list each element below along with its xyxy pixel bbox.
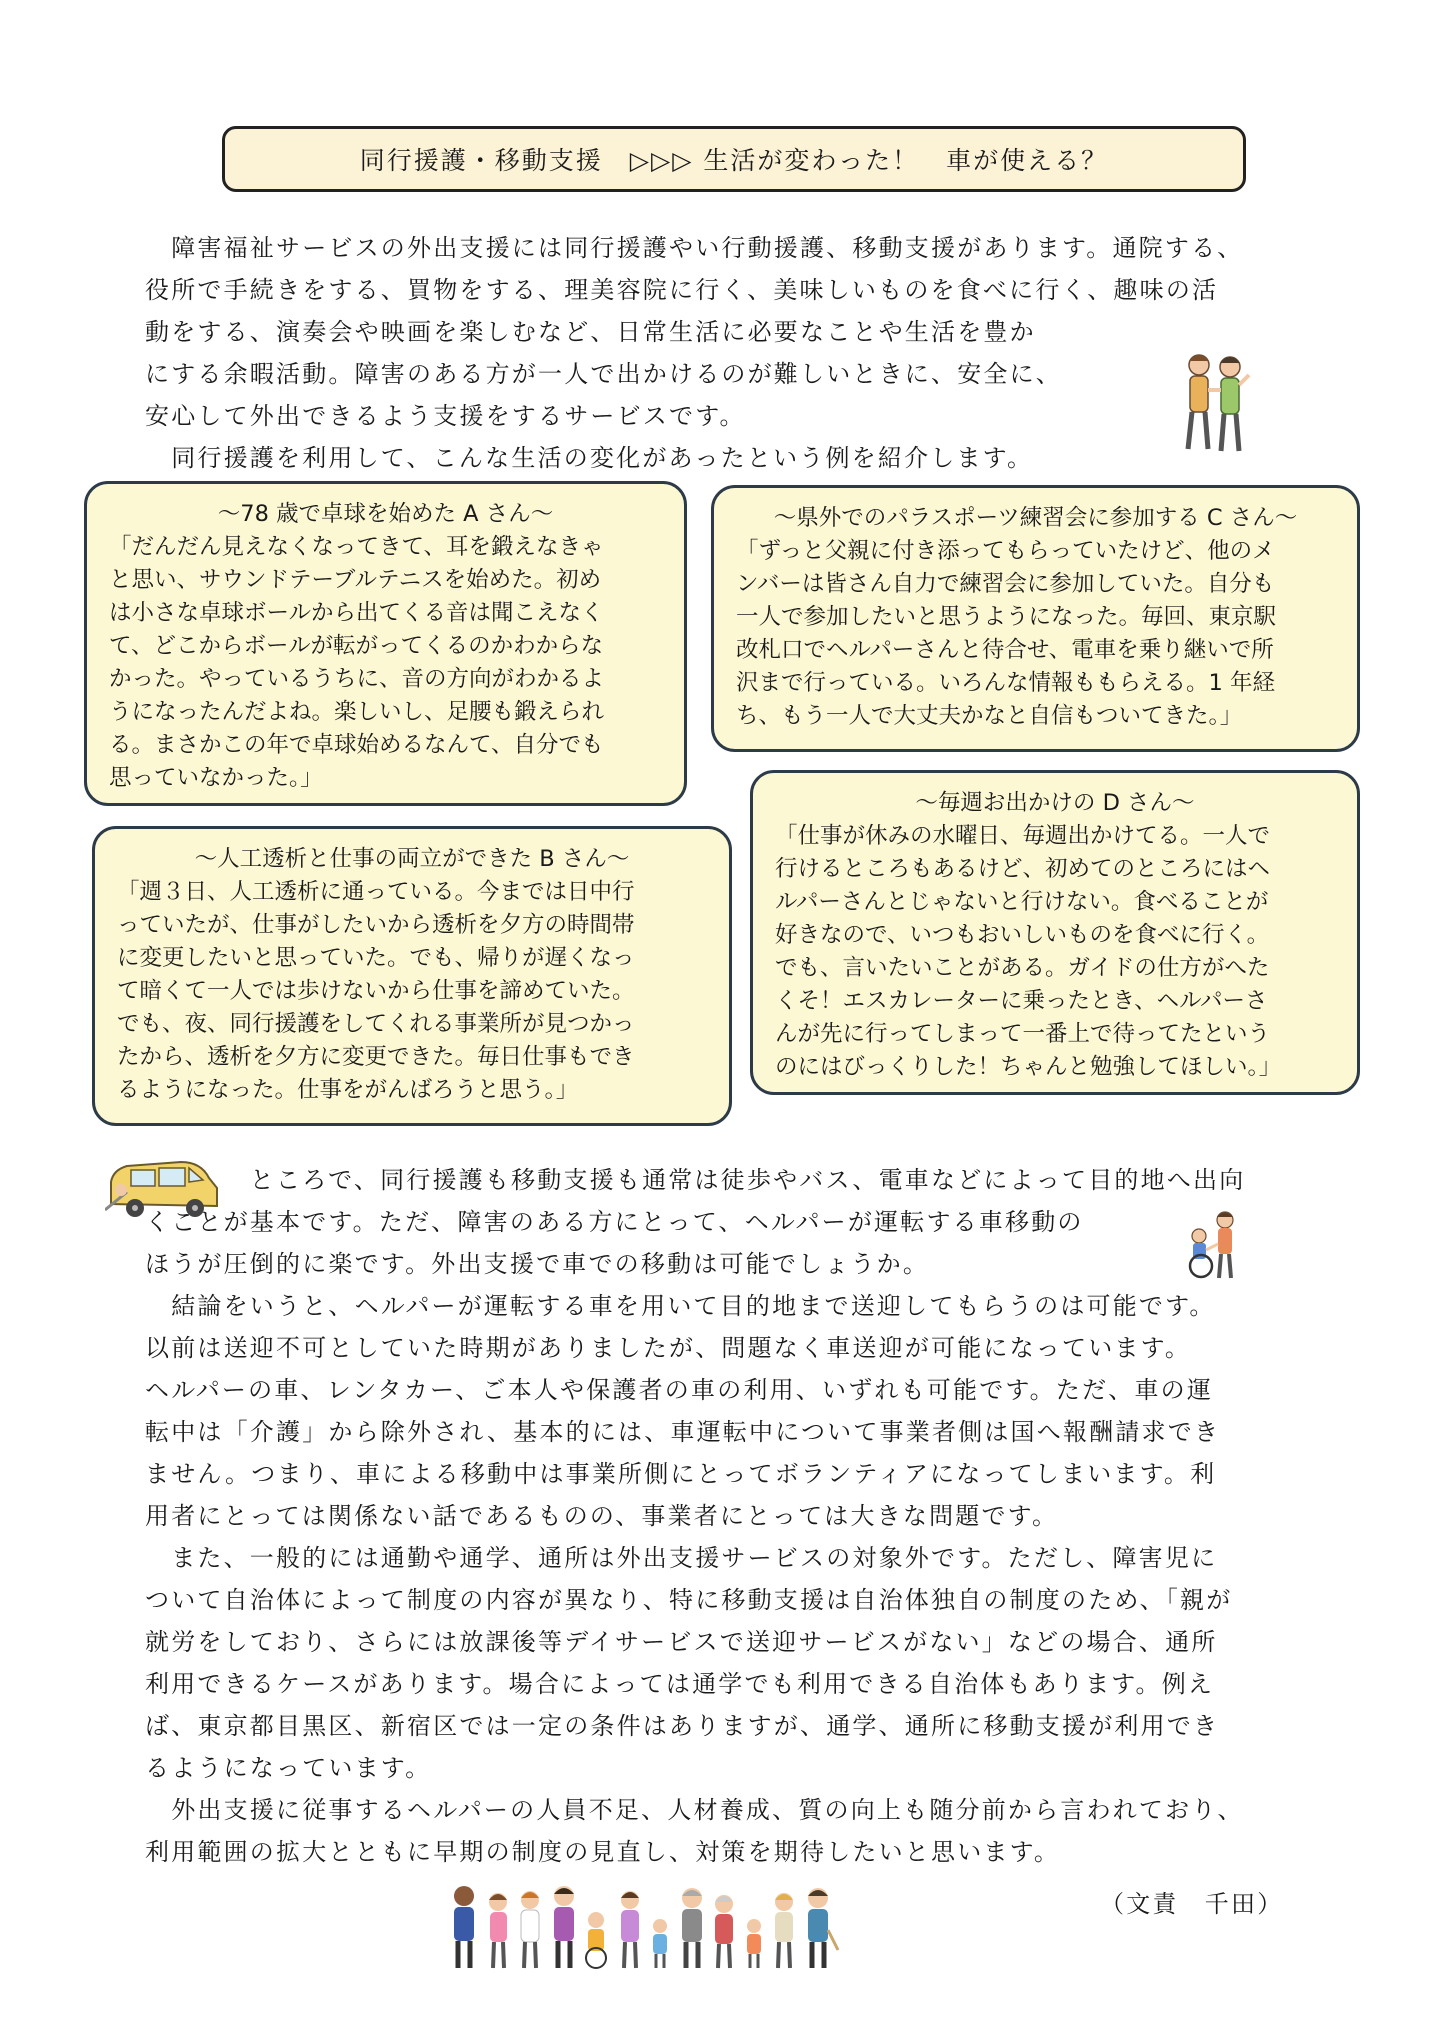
story-b-line: たから、透析を夕方に変更できた。毎日仕事もでき [117,1044,635,1070]
body-line: ヘルパーの車、レンタカー、ご本人や保護者の車の利用、いずれも可能です。ただ、車の運 [145,1376,1214,1404]
body-line: 転中は「介護」から除外され、基本的には、車運転中について事業者側は国へ報酬請求でき [145,1418,1221,1446]
story-c-bubble [711,485,1360,752]
body-line: 利用できるケースがあります。場合によっては通学でも利用できる自治体もあります。例え [145,1670,1215,1698]
story-a-heading: ～78 歳で卓球を始めた A さん～ [217,501,554,527]
body-line: ところで、同行援護も移動支援も通常は徒歩やバス、電車などによって目的地へ出向 [145,1166,1246,1194]
body-line: 就労をしており、さらには放課後等デイサービスで送迎サービスがない」などの場合、通所 [145,1628,1218,1656]
page-title-text: 同行援護・移動支援 ▷▷▷ 生活が変わった！ 車が使える？ [359,146,1109,175]
story-a-line: と思い、サウンドテーブルテニスを始めた。初め [109,567,602,593]
story-b-heading: ～人工透析と仕事の両立ができた B さん～ [194,846,630,872]
person-figure [621,1891,639,1968]
person-figure [454,1886,474,1968]
story-d-line: ルパーさんとじゃないと行けない。食べることが [775,889,1269,915]
story-d-line: んが先に行ってしまって一番上で待ってたという [775,1021,1271,1047]
story-b-line: て暗くて一人では歩けないから仕事を諦めていた。 [117,978,635,1004]
person-figure [775,1893,793,1968]
story-c-line: 沢まで行っている。いろんな情報ももらえる。1 年経 [736,670,1275,696]
page-title [222,126,1246,192]
body-line: 用者にとっては関係ない話であるものの、事業者にとっては大きな問題です。 [145,1502,1059,1530]
body-line: るようになっています。 [145,1754,432,1782]
person-figure [682,1888,702,1968]
story-a-line: 思っていなかった。」 [109,765,323,791]
story-a-line: 「だんだん見えなくなってきて、耳を鍛えなきゃ [109,534,604,560]
story-b-line: るようになった。仕事をがんばろうと思う。」 [117,1077,579,1103]
body-line: ません。つまり、車による移動中は事業所側にとってボランティアになってしまいます。利 [145,1460,1217,1488]
body-line: ば、東京都目黒区、新宿区では一定の条件はありますが、通学、通所に移動支援が利用でき [145,1712,1220,1740]
intro-line: 役所で手続きをする、買物をする、理美容院に行く、美味しいものを食べに行く、趣味の活 [145,276,1219,304]
story-c-line: 改札口でヘルパーさんと待合せ、電車を乗り継いで所 [736,637,1274,663]
story-c-line: ンバーは皆さん自力で練習会に参加していた。自分も [736,571,1275,597]
person-figure [747,1919,761,1968]
body-line: また、一般的には通勤や通学、通所は外出支援サービスの対象外です。ただし、障害児に [145,1544,1218,1572]
body-line: ついて自治体によって制度の内容が異なり、特に移動支援は自治体独自の制度のため、「親が [145,1586,1233,1614]
intro-line: 障害福祉サービスの外出支援には同行援護やい行動援護、移動支援があります。通院する、 [145,234,1244,262]
story-a-line: て、どこからボールが転がってくるのかわからな [109,633,604,659]
person-figure [808,1888,838,1968]
story-d-line: 行けるところもあるけど、初めてのところにはヘ [775,856,1271,882]
story-a-line: うになったんだよね。楽しいし、足腰も鍛えられ [109,699,605,725]
person-figure [554,1886,574,1968]
story-a-line: る。まさかこの年で卓球始めるなんて、自分でも [109,732,604,758]
story-c-line: ち、もう一人で大丈夫かなと自信もついてきた。」 [736,703,1243,729]
story-a-line: かった。やっているうちに、音の方向がわかるよ [109,666,605,692]
story-d-line: 「仕事が休みの水曜日、毎週出かけてる。一人で [775,823,1271,849]
intro-line: にする余暇活動。障害のある方が一人で出かけるのが難しいときに、安全に、 [145,360,1062,388]
story-c-line: 一人で参加したいと思うようになった。毎回、東京駅 [736,604,1277,630]
body-line: 外出支援に従事するヘルパーの人員不足、人材養成、質の向上も随分前から言われており、 [145,1796,1244,1824]
person-figure [653,1919,667,1968]
person-figure [715,1895,733,1968]
story-b-line: 「週３日、人工透析に通っている。今までは日中行 [117,879,635,905]
person-figure [586,1912,606,1968]
story-d-heading: ～毎週お出かけの D さん～ [915,790,1195,816]
person-figure [489,1893,507,1968]
body-line: くことが基本です。ただ、障害のある方にとって、ヘルパーが運転する車移動の [145,1208,1084,1236]
story-b-line: でも、夜、同行援護をしてくれる事業所が見つかっ [117,1011,635,1037]
wheelchair-helper-illustration [1183,1208,1245,1280]
body-line: 以前は送迎不可としていた時期がありましたが、問題なく車送迎が可能になっています。 [145,1334,1192,1362]
intro-line: 安心して外出できるよう支援をするサービスです。 [145,402,746,430]
story-d-bubble [750,770,1360,1095]
story-b-line: っていたが、仕事がしたいから透析を夕方の時間帯 [117,912,635,938]
author-credit: （文責 千田） [1100,1890,1284,1918]
intro-line: 同行援護を利用して、こんな生活の変化があったという例を紹介します。 [145,444,1034,472]
story-a-line: は小さな卓球ボールから出てくる音は聞こえなく [109,600,604,626]
story-d-line: くそ！エスカレーターに乗ったとき、ヘルパーさ [775,988,1268,1014]
body-line: 利用範囲の拡大とともに早期の制度の見直し、対策を期待したいと思います。 [145,1838,1061,1866]
story-d-line: 好きなので、いつもおいしいものを食べに行く。 [775,922,1270,948]
person-figure [521,1891,539,1968]
body-line: 結論をいうと、ヘルパーが運転する車を用いて目的地まで送迎してもらうのは可能です。 [145,1292,1216,1320]
story-d-line: でも、言いたいことがある。ガイドの仕方がへた [775,955,1270,981]
diverse-people-illustration [448,1880,840,1972]
story-b-bubble [92,826,732,1126]
story-c-heading: ～県外でのパラスポーツ練習会に参加する C さん～ [773,505,1298,531]
story-d-line: のにはびっくりした！ちゃんと勉強してほしい。」 [775,1054,1282,1080]
story-c-line: 「ずっと父親に付き添ってもらっていたけど、他のメ [736,538,1275,564]
story-a-bubble [84,481,687,806]
story-b-line: に変更したいと思っていた。でも、帰りが遅くなっ [117,945,635,971]
body-line: ほうが圧倒的に楽です。外出支援で車での移動は可能でしょうか。 [145,1250,930,1278]
intro-line: 動をする、演奏会や映画を楽しむなど、日常生活に必要なことや生活を豊か [145,318,1036,346]
walking-helper-illustration [1175,345,1255,460]
